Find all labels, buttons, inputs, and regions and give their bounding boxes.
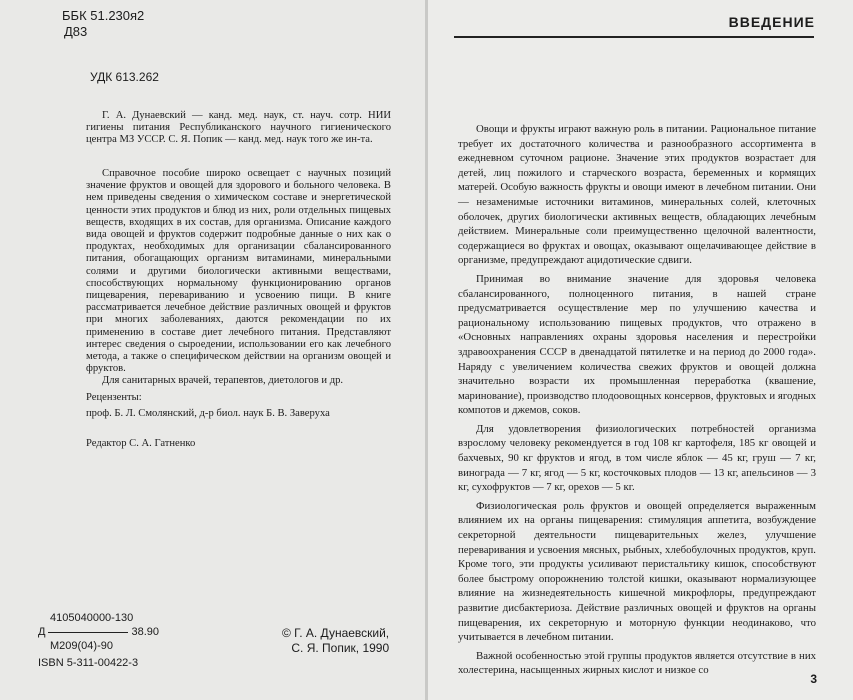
introduction-text <box>458 122 816 682</box>
bbk-code <box>62 8 144 40</box>
code-line-1: 4105040000-130 <box>50 612 134 624</box>
paragraph: Для удовлетворения физиологических потребностей организма взрослому человеку рекомендуется в год 108 кг картофеля, 185 кг овощей и бахчевых, 90 кг фруктов и ягод, в том числе яблок — 45 кг, груш — 7 кг, винограда — 7 кг, ягод — 5 кг, косточковых плодов — 13 кг, апельсинов — 3 кг, сухофруктов — 7 кг, орехов — 5 кг. <box>458 422 816 494</box>
bbk-author-mark: Д83 <box>64 24 88 39</box>
author-info-text: Г. А. Дунаевский — канд. мед. наук, ст. науч. сотр. НИИ гигиены питания Республиканского научного гигиенического центра МЗ УССР. С. Я. Попик — канд. мед. наук того же ин-та. <box>86 110 391 146</box>
heading-rule <box>454 36 814 38</box>
editor-text: Редактор С. А. Гатненко <box>86 438 196 449</box>
copyright-line-1: © Г. А. Дунаевский, <box>282 626 390 640</box>
paragraph: Овощи и фрукты играют важную роль в питании. Рациональное питание требует их достаточного количества и разнообразного ассортимента в ежедневном суточном рационе. Значение этих продуктов возрастает для детей, лиц пожилого и старческого возраста, беременных и кормящих матерей. Особую важность фрукты и овощи имеют в лечебном питании. Они — незаменимые источники витаминов, минеральных солей, клеточных оболочек, других биологически активных веществ, обладающих лечебным действием. Минеральные соли преимущественно щелочной валентности, содержащиеся во фруктах и овощах, оказывают ощелачивающее действие в организме, предупреждают ацидотические сдвиги. <box>458 123 816 267</box>
audience-text: Для санитарных врачей, терапевтов, диетологов и др. <box>102 375 344 387</box>
code-line-3: М209(04)-90 <box>50 640 113 652</box>
code-d: Д <box>38 626 46 638</box>
isbn: ISBN 5-311-00422-3 <box>38 657 139 669</box>
editor <box>86 438 391 450</box>
publication-codes <box>38 611 159 653</box>
paragraph: Физиологическая роль фруктов и овощей определяется выраженным влиянием их на органы пищеварения: стимуляция аппетита, возбуждение секреторной деятельности пищеварительных желез, улучшение переваривания и усвоения мясных, рыбных, хлебобулочных продуктов, круп. Кроме того, эти продукты усиливают перистальтику кишок, способствуют более быстрому опорожнению толстой кишки, оказывают нормализующее влияние на жизнедеятельность кишечной микрофлоры, предупреждают развитие дисбактериоза. Действие различных овощей и фруктов на органы пищеварения, их секреторную и моторную функции неодинаково, что учитывается в лечебном питании. <box>458 499 816 644</box>
reviewers <box>86 392 391 420</box>
abstract-text: Справочное пособие широко освещает с научных позиций значение фруктов и овощей для здорового и больного человека. В нем приведены сведения о химическом составе и энергетической ценности этих продуктов и блюд из них, роли отдельных пищевых веществ, входящих в их состав, для организма. Описание каждого вида овощей и фруктов содержит подробные данные о них как о продуктах, необходимых для организации сбалансированного питания, обогащающих организм витаминами, минеральными солями и другими биологически активными веществами, способствующих нормальному функционированию органов пищеварения, перевариванию и усвоению пищи. В книге рассматривается лечебное действие различных овощей и фруктов при многих заболеваниях, даются рекомендации по их применению в составе диет лечебного питания. Представляют интерес сведения о сыроедении, использовании его как лечебного метода, а также о специфическом действии на организм овощей и фруктов. <box>86 168 391 375</box>
copyright <box>282 626 389 656</box>
paragraph: Принимая во внимание значение для здоровья человека сбалансированного, полноценного питания, в нашей стране предусматривается осуществление мер по улучшению качества и рациональному использованию пищевых продуктов, что отражено в «Основных направлениях охраны здоровья населения и перестройки здравоохранения СССР в двенадцатой пятилетке и на период до 2000 года». Наряду с увеличением количества свежих фруктов и овощей должна значительно возрасти их промышленная переработка (квашение, маринование), производство плодоовощных консервов, фруктовых и ягодных компотов и джемов, соков. <box>458 272 816 417</box>
fraction-rule <box>48 632 128 633</box>
copyright-line-2: С. Я. Попик, 1990 <box>291 641 390 655</box>
chapter-heading: ВВЕДЕНИЕ <box>728 14 815 30</box>
code-price: 38.90 <box>131 626 159 638</box>
paragraph: Важной особенностью этой группы продуктов является отсутствие в них холестерина, насыщенных жирных кислот и низкое со <box>458 649 816 677</box>
abstract <box>86 168 391 388</box>
page-number: 3 <box>810 672 817 686</box>
right-page <box>428 0 853 700</box>
reviewers-names: проф. Б. Л. Смолянский, д-р биол. наук Б. В. Заверуха <box>86 408 330 420</box>
udk-code: УДК 613.262 <box>90 70 159 84</box>
author-info <box>86 110 391 147</box>
reviewers-label: Рецензенты: <box>86 392 142 403</box>
bbk-line: ББК 51.230я2 <box>62 8 145 23</box>
code-fraction <box>38 625 159 639</box>
